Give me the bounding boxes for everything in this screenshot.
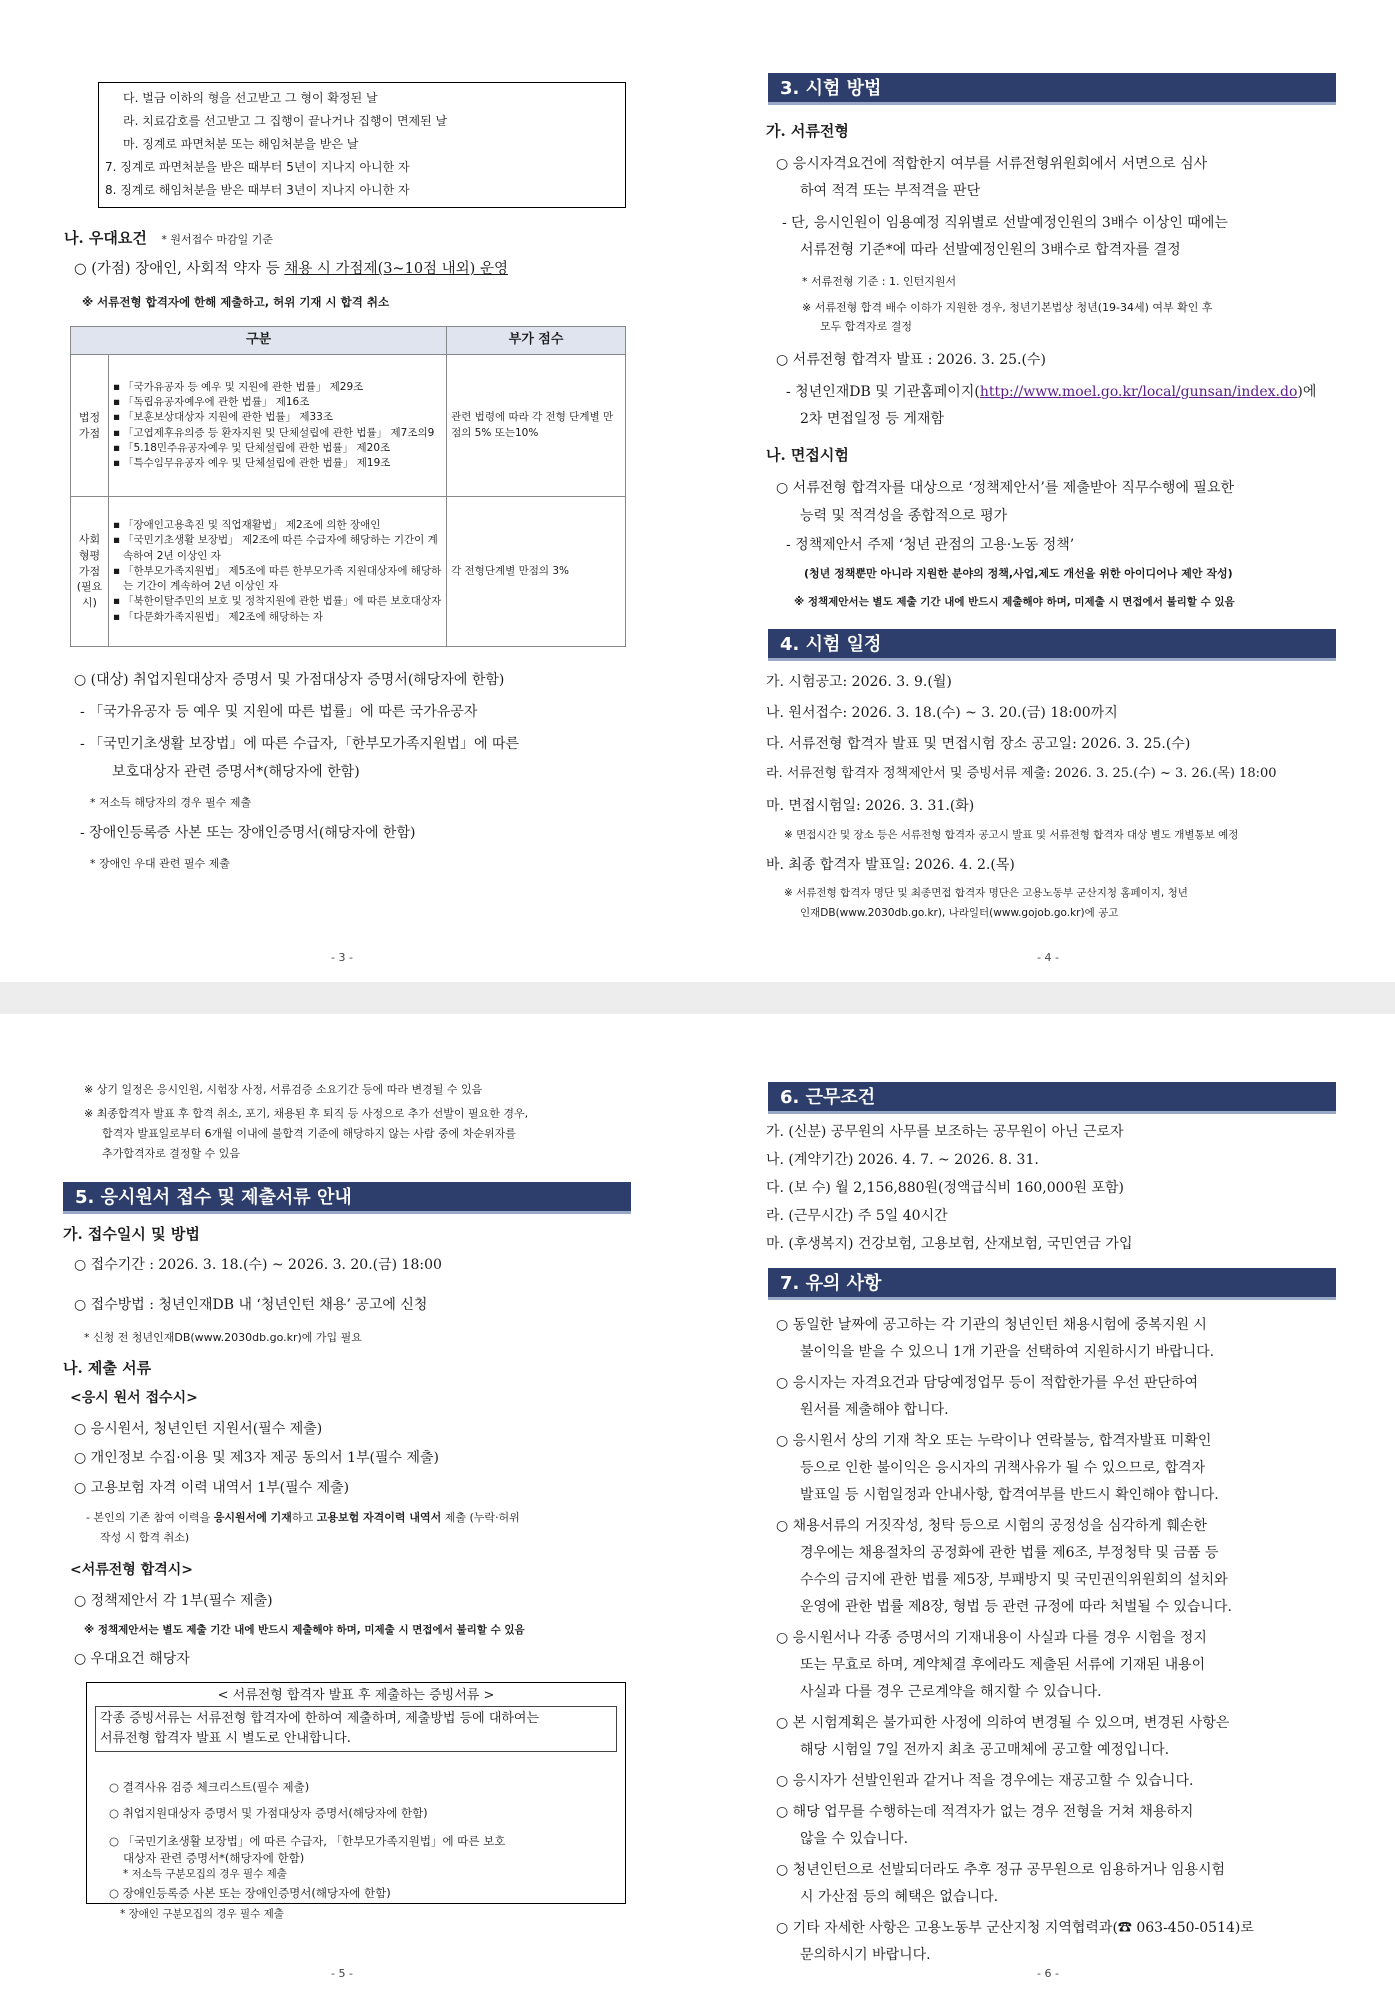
precaution-item <box>776 1710 1346 1764</box>
list-item: ▪ 「독립유공자예우에 관한 법률」 제16조 <box>113 395 442 410</box>
schedule-line: 가. 시험공고: 2026. 3. 9.(월) <box>766 674 952 690</box>
precaution-line: 수수의 금지에 관한 법률 제5장, 부패방지 및 국민권익위원회의 설치와 <box>800 1572 1228 1588</box>
group-heading: <응시 원서 접수시> <box>70 1390 198 1406</box>
precaution-line: 불이익을 받을 수 있으니 1개 기관을 선택하여 지원하시기 바랍니다. <box>800 1344 1215 1360</box>
text-line: ○ 응시자격요건에 적합한지 여부를 서류전형위원회에서 서면으로 심사 <box>776 156 1208 172</box>
section-header: 6. 근무조건 <box>768 1082 1336 1114</box>
text-line: )에 <box>1297 384 1317 400</box>
page-number: - 3 - <box>331 951 353 964</box>
text-line: 서류전형 기준*에 따라 선발예정인원의 3배수로 합격자를 결정 <box>800 242 1181 258</box>
table-header: 구분 <box>71 327 447 355</box>
precaution-line: 운영에 관한 법률 제8장, 형법 등 관련 규정에 따라 처벌될 수 있습니다. <box>800 1599 1232 1615</box>
subsection-heading: 가. 접수일시 및 방법 <box>63 1225 200 1243</box>
precaution-line: ○ 채용서류의 거짓작성, 청탁 등으로 시험의 공정성을 심각하게 훼손한 <box>776 1518 1207 1534</box>
note: 모두 합격자로 결정 <box>820 320 913 333</box>
page-5 <box>0 1014 697 1997</box>
text-line: ○ 정책제안서 각 1부(필수 제출) <box>74 1593 273 1609</box>
list-item: ▪ 「고엽제후유의증 등 환자지원 및 단체설립에 관한 법률」 제7조의9 <box>113 426 442 441</box>
note: * 신청 전 청년인재DB(www.2030db.go.kr)에 가입 필요 <box>84 1331 362 1344</box>
page-separator <box>0 982 1395 1014</box>
page-4 <box>698 0 1395 982</box>
text-line: ○ (대상) 취업지원대상자 증명서 및 가점대상자 증명서(해당자에 한함) <box>74 672 505 688</box>
schedule-line: 나. 원서접수: 2026. 3. 18.(수) ~ 3. 20.(금) 18:00까지 <box>766 705 1118 721</box>
section-header: 5. 응시원서 접수 및 제출서류 안내 <box>63 1182 631 1214</box>
box-text: 각종 증빙서류는 서류전형 합격자에 한하여 제출하며, 제출방법 등에 대하여는 <box>100 1711 540 1726</box>
note: ※ 면접시간 및 장소 등은 서류전형 합격자 공고시 발표 및 서류전형 합격자 대상 별도 개별통보 예정 <box>784 829 1239 841</box>
text-line: ○ (가점) 장애인, 사회적 약자 등 <box>74 261 285 277</box>
list-item: ▪ 「국가유공자 등 예우 및 지원에 관한 법률」 제29조 <box>113 380 442 395</box>
note: - 본인의 기존 참여 이력을 <box>86 1511 214 1524</box>
note: * 장애인 구분모집의 경우 필수 제출 <box>120 1908 284 1920</box>
text-line: - 「국가유공자 등 예우 및 지원에 따른 법률」에 따른 국가유공자 <box>80 704 478 720</box>
list-item: ▪ 「특수임무유공자 예우 및 단체설립에 관한 법률」 제19조 <box>113 456 442 471</box>
condition-line: 라. (근무시간) 주 5일 40시간 <box>766 1208 948 1224</box>
note: * 원서접수 마감일 기준 <box>161 233 273 246</box>
precaution-line: 또는 무효로 하며, 계약체결 후에라도 제출된 서류에 기재된 내용이 <box>800 1657 1206 1673</box>
group-heading: <서류전형 합격시> <box>70 1562 194 1578</box>
list-item: ▪ 「북한이탈주민의 보호 및 정착지원에 관한 법률」에 따른 보호대상자 <box>113 594 442 609</box>
precaution-item <box>776 1370 1346 1424</box>
text-line: - 단, 응시인원이 임용예정 직위별로 선발예정인원의 3배수 이상인 때에는 <box>782 215 1228 231</box>
score-cell: 관련 법령에 따라 각 전형 단계별 만점의 5% 또는10% <box>447 355 626 497</box>
row-label: 법정 가점 <box>71 355 109 497</box>
precaution-line: 사실과 다를 경우 근로계약을 해지할 수 있습니다. <box>800 1684 1102 1700</box>
box-line: 마. 징계로 파면처분 또는 해임처분을 받은 날 <box>123 137 359 151</box>
text-line: ○ 접수방법 : 청년인재DB 내 ‘청년인턴 채용’ 공고에 신청 <box>74 1297 428 1313</box>
precaution-item <box>776 1513 1346 1621</box>
box-line: 다. 벌금 이하의 형을 선고받고 그 형이 확정된 날 <box>123 91 378 105</box>
disqualification-box <box>98 82 626 208</box>
box-line: ○ 취업지원대상자 증명서 및 가점대상자 증명서(해당자에 한함) <box>109 1806 428 1820</box>
precaution-line: ○ 청년인턴으로 선발되더라도 추후 정규 공무원으로 임용하거나 임용시험 <box>776 1862 1226 1878</box>
page-number: - 4 - <box>1037 951 1059 964</box>
text-line: ○ 서류전형 합격자 발표 : 2026. 3. 25.(수) <box>776 352 1046 368</box>
box-line: * 저소득 구분모집의 경우 필수 제출 <box>123 1868 287 1880</box>
subsection-heading: 가. 서류전형 <box>766 122 849 140</box>
condition-line: 다. (보 수) 월 2,156,880원(정액급식비 160,000원 포함) <box>766 1180 1124 1196</box>
text-line: ○ 우대요건 해당자 <box>74 1651 190 1667</box>
page-6 <box>698 1014 1395 1997</box>
schedule-line: 라. 서류전형 합격자 정책제안서 및 증빙서류 제출: 2026. 3. 25.(수) ~ 3. 26.(목) 18:00 <box>766 766 1277 781</box>
list-item: ▪ 「다문화가족지원법」 제2조에 해당하는 자 <box>113 610 442 625</box>
table-header: 부가 점수 <box>447 327 626 355</box>
note: ※ 정책제안서는 별도 제출 기간 내에 반드시 제출해야 하며, 미제출 시 면접에서 불리할 수 있음 <box>794 596 1235 608</box>
note: * 장애인 우대 관련 필수 제출 <box>90 857 230 870</box>
note: 하고 <box>291 1511 317 1524</box>
text-line: ○ 접수기간 : 2026. 3. 18.(수) ~ 2026. 3. 20.(금) 18:00 <box>74 1257 442 1273</box>
note: 제출 (누락·허위 <box>441 1511 520 1524</box>
text-line: - 청년인재DB 및 기관홈페이지( <box>786 384 980 400</box>
precaution-line: 경우에는 채용절차의 공정화에 관한 법률 제6조, 부정청탁 및 금품 등 <box>800 1545 1219 1561</box>
precaution-line: 발표일 등 시험일정과 안내사항, 합격여부를 반드시 확인해야 합니다. <box>800 1487 1219 1503</box>
page-3 <box>0 0 697 982</box>
note: ※ 최종합격자 발표 후 합격 취소, 포기, 채용된 후 퇴직 등 사정으로 추가 선발이 필요한 경우, <box>84 1107 529 1120</box>
note: * 서류전형 기준 : 1. 인턴지원서 <box>802 275 957 288</box>
note: ※ 서류전형 합격자 명단 및 최종면접 합격자 명단은 고용노동부 군산지청 홈페이지, 청년 <box>784 887 1188 899</box>
condition-line: 가. (신분) 공무원의 사무를 보조하는 공무원이 아닌 근로자 <box>766 1124 1124 1140</box>
note: ※ 정책제안서는 별도 제출 기간 내에 반드시 제출해야 하며, 미제출 시 면접에서 불리할 수 있음 <box>84 1624 525 1636</box>
box-line: 라. 치료감호를 선고받고 그 집행이 끝나거나 집행이 면제된 날 <box>123 114 448 128</box>
text-line: ○ 고용보험 자격 이력 내역서 1부(필수 제출) <box>74 1480 350 1496</box>
text-line: 하여 적격 또는 부적격을 판단 <box>800 183 981 199</box>
bonus-points-table <box>70 326 626 647</box>
precaution-line: ○ 기타 자세한 사항은 고용노동부 군산지청 지역협력과(☎ 063-450-0514)로 <box>776 1920 1254 1936</box>
score-cell: 각 전형단계별 만점의 3% <box>447 497 626 647</box>
precaution-line: ○ 본 시험계획은 불가피한 사정에 의하여 변경될 수 있으며, 변경된 사항은 <box>776 1715 1230 1731</box>
note: 작성 시 합격 취소) <box>100 1531 190 1544</box>
precaution-line: ○ 응시원서나 각종 증명서의 기재내용이 사실과 다를 경우 시험을 정지 <box>776 1630 1207 1646</box>
text-line: 2차 면접일정 등 게재함 <box>800 411 944 427</box>
moel-gunsan-link[interactable]: http://www.moel.go.kr/local/gunsan/index.do <box>979 384 1298 400</box>
precaution-line: 문의하시기 바랍니다. <box>800 1947 931 1963</box>
precaution-item <box>776 1857 1346 1911</box>
precaution-item <box>776 1428 1346 1509</box>
text-line: ○ 개인정보 수집·이용 및 제3자 제공 동의서 1부(필수 제출) <box>74 1450 440 1466</box>
evidence-documents-box <box>86 1682 626 1904</box>
precaution-line: ○ 응시자가 선발인원과 같거나 적을 경우에는 재공고할 수 있습니다. <box>776 1773 1194 1789</box>
note-bold: 고용보험 자격이력 내역서 <box>316 1511 442 1524</box>
precaution-item <box>776 1312 1346 1366</box>
schedule-line: 바. 최종 합격자 발표일: 2026. 4. 2.(목) <box>766 857 1015 873</box>
note: ※ 서류전형 합격자에 한해 제출하고, 허위 기재 시 합격 취소 <box>82 295 390 309</box>
list-item: ▪ 「장애인고용촉진 및 직업재활법」 제2조에 의한 장애인 <box>113 518 442 533</box>
schedule-line: 마. 면접시험일: 2026. 3. 31.(화) <box>766 798 975 814</box>
precaution-line: 원서를 제출해야 합니다. <box>800 1402 949 1418</box>
precaution-item <box>776 1625 1346 1706</box>
note-bold: 응시원서에 기재 <box>213 1511 292 1524</box>
subsection-heading: 나. 제출 서류 <box>63 1359 152 1377</box>
precaution-item <box>776 1768 1346 1795</box>
note: ※ 상기 일정은 응시인원, 시험장 사정, 서류검증 소요기간 등에 따라 변경될 수 있음 <box>84 1083 483 1096</box>
box-line: 7. 징계로 파면처분을 받은 때부터 5년이 지나지 아니한 자 <box>105 160 410 174</box>
precaution-line: 등으로 인한 불이익은 응시자의 귀책사유가 될 수 있으므로, 합격자 <box>800 1460 1206 1476</box>
precaution-line: 시 가산점 등의 혜택은 없습니다. <box>800 1889 999 1905</box>
precautions-list <box>776 1312 1346 1973</box>
precaution-line: ○ 응시자는 자격요건과 담당예정업무 등이 적합한가를 우선 판단하여 <box>776 1375 1199 1391</box>
list-item: ▪ 「보훈보상대상자 지원에 관한 법률」 제33조 <box>113 410 442 425</box>
text-line: - 「국민기초생활 보장법」에 따른 수급자,「한부모가족지원법」에 따른 <box>80 736 520 752</box>
text-line: 보호대상자 관련 증명서*(해당자에 한함) <box>112 764 360 780</box>
box-title: < 서류전형 합격자 발표 후 제출하는 증빙서류 > <box>217 1688 495 1703</box>
text-line: ○ 서류전형 합격자를 대상으로 ‘정책제안서’를 제출받아 직무수행에 필요한 <box>776 480 1234 496</box>
subsection-heading: 나. 면접시험 <box>766 446 849 464</box>
condition-line: 마. (후생복지) 건강보험, 고용보험, 산재보험, 국민연금 가입 <box>766 1236 1133 1252</box>
precaution-line: 해당 시험일 7일 전까지 최초 공고매체에 공고할 예정입니다. <box>800 1742 1170 1758</box>
precaution-item <box>776 1915 1346 1969</box>
law-list <box>109 355 447 497</box>
list-item: ▪ 「국민기초생활 보장법」 제2조에 따른 수급자에 해당하는 기간이 계속하여 2년 이상인 자 <box>113 533 442 563</box>
text-line: - 정책제안서 주제 ‘청년 관점의 고용·노동 정책’ <box>786 537 1075 553</box>
section-header: 4. 시험 일정 <box>768 629 1336 661</box>
note: 인재DB(www.2030db.go.kr), 나라일터(www.gojob.go.kr)에 공고 <box>800 907 1119 919</box>
precaution-line: ○ 해당 업무를 수행하는데 적격자가 없는 경우 전형을 거쳐 채용하지 <box>776 1804 1194 1820</box>
section-header: 7. 유의 사항 <box>768 1268 1336 1300</box>
section-header: 3. 시험 방법 <box>768 73 1336 105</box>
condition-line: 나. (계약기간) 2026. 4. 7. ~ 2026. 8. 31. <box>766 1152 1039 1168</box>
precaution-item <box>776 1799 1346 1853</box>
list-item: ▪ 「5.18민주유공자예우 및 단체설립에 관한 법률」 제20조 <box>113 441 442 456</box>
text-line: - 장애인등록증 사본 또는 장애인증명서(해당자에 한함) <box>80 825 416 841</box>
precaution-line: 않을 수 있습니다. <box>800 1831 909 1847</box>
text-line: ○ 응시원서, 청년인턴 지원서(필수 제출) <box>74 1421 323 1437</box>
box-text: 서류전형 합격자 발표 시 별도로 안내합니다. <box>100 1731 351 1746</box>
precaution-line: ○ 응시원서 상의 기재 착오 또는 누락이나 연락불능, 합격자발표 미확인 <box>776 1433 1212 1449</box>
note: 추가합격자로 결정할 수 있음 <box>102 1147 241 1160</box>
page-number: - 5 - <box>331 1967 353 1980</box>
box-line: 대상자 관련 증명서*(해당자에 한함) <box>123 1851 305 1865</box>
law-list <box>109 497 447 647</box>
box-line: ○ 결격사유 검증 체크리스트(필수 제출) <box>109 1780 310 1794</box>
list-item: ▪ 「한부모가족지원법」 제5조에 따른 한부모가족 지원대상자에 해당하는 기간이 계속하여 2년 이상인 자 <box>113 564 442 594</box>
box-line: ○ 장애인등록증 사본 또는 장애인증명서(해당자에 한함) <box>109 1886 391 1900</box>
section-heading: 나. 우대요건 <box>64 229 147 247</box>
precaution-line: ○ 동일한 날짜에 공고하는 각 기관의 청년인턴 채용시험에 중복지원 시 <box>776 1317 1207 1333</box>
text-line-underlined: 채용 시 가점제(3~10점 내외) 운영 <box>284 261 508 277</box>
page-number: - 6 - <box>1037 1967 1059 1980</box>
box-line: 8. 징계로 해임처분을 받은 때부터 3년이 지나지 아니한 자 <box>105 183 410 197</box>
schedule-line: 다. 서류전형 합격자 발표 및 면접시험 장소 공고일: 2026. 3. 25.(수) <box>766 736 1191 752</box>
note: * 저소득 해당자의 경우 필수 제출 <box>90 796 252 809</box>
row-label: 사회 형평 가점 (필요시) <box>71 497 109 647</box>
note: 합격자 발표일로부터 6개월 이내에 불합격 기준에 해당하지 않는 사람 중에 차순위자를 <box>102 1127 516 1140</box>
note: ※ 서류전형 합격 배수 이하가 지원한 경우, 청년기본법상 청년(19-34세) 여부 확인 후 <box>802 301 1213 314</box>
text-line: 능력 및 적격성을 종합적으로 평가 <box>800 508 1008 524</box>
box-line: ○ 「국민기초생활 보장법」에 따른 수급자, 「한부모가족지원법」에 따른 보호 <box>109 1834 506 1848</box>
note: (청년 정책뿐만 아니라 지원한 분야의 정책,사업,제도 개선을 위한 아이디어나 제안 작성) <box>804 567 1233 580</box>
